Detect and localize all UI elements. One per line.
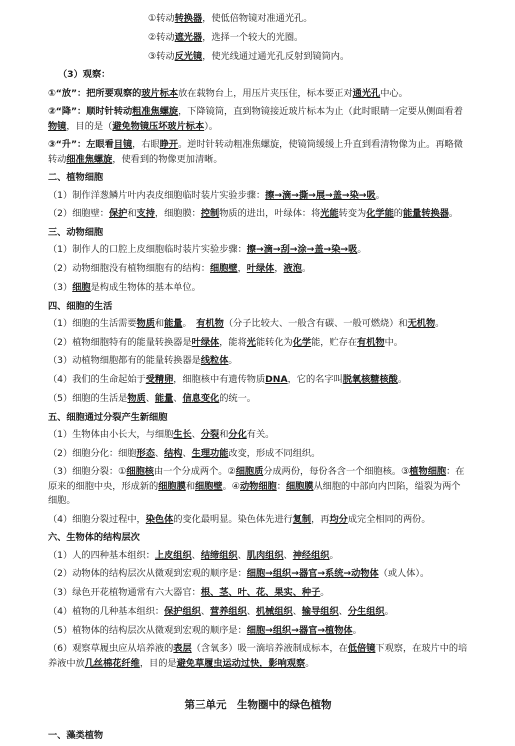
cell-life-line-1: （1）细胞的生活需要物质和能量。 有机物（分子比较大、一般含有碳、一般可燃烧）和无机物。 (48, 317, 445, 329)
observe-title: （3）观察： (58, 69, 111, 81)
cell-life-line-5: （5）细胞的生活是物质、能量、信息变化的统一。 (48, 392, 256, 404)
section-title-animal-cell: 三、动物细胞 (48, 227, 104, 238)
cell-division-line-1: （1）生物体由小长大，与细胞生长、分裂和分化有关。 (48, 428, 275, 440)
step-1: ①转动转换器，使低倍物镜对准通光孔。 (148, 13, 313, 24)
animal-cell-line-1: （1）制作人的口腔上皮细胞临时装片实验步骤：擦→滴→刮→涂→盖→染→吸。 (48, 244, 367, 256)
section-title-cell-division: 五、细胞通过分裂产生新细胞 (48, 411, 168, 423)
cell-division-line-2: （2）细胞分化：细胞形态、结构、生理功能改变，形成不同组织。 (48, 447, 321, 459)
cell-division-line-4: （4）细胞分裂过程中，染色体的变化最明显。染色体先进行复制，再均分成完全相同的两份。 (48, 513, 431, 525)
structure-line-6: （6）观察草履虫应从培养液的表层（含氧多）吸一滴培养液制成标本，在低倍镜下观察，在玻片中的培养液中放几丝棉花纤维，目的是避免草履虫运动过快，影响观察。 (48, 643, 468, 669)
observe-line-3: ③“升”：左眼看目镜，右眼睁开。逆时针转动粗准焦螺旋，使镜筒缓缓上升直到看清物像为止。再略微转动细准焦螺旋，使看到的物像更加清晰。 (48, 139, 463, 165)
cell-life-line-3: （3）动植物细胞都有的能量转换器是线粒体。 (48, 355, 238, 367)
cell-division-line-3: （3）细胞分裂：①细胞核由一个分成两个。②细胞质分成两份，每份各含一个细胞核。③植物细胞：在原来的细胞中央，形成新的细胞膜和细胞壁。④动物细胞：细胞膜从细胞的中部向内凹陷，缢裂为两个细胞。 (48, 466, 465, 506)
cell-life-line-4: （4）我们的生命起始于受精卵，细胞核中有遗传物质DNA，它的名字叫脱氧核糖核酸。 (48, 374, 408, 385)
plant-cell-line-2: （2）细胞壁：保护和支持，细胞膜：控制物质的进出，叶绿体：将光能转变为化学能的能量转换器。 (48, 208, 459, 220)
section-title-plant-cell: 二、植物细胞 (48, 172, 104, 184)
document-page (48, 12, 468, 746)
observe-line-1: ①“放”：把所要观察的玻片标本放在载物台上，用压片夹压住，标本要正对通光孔中心。 (48, 87, 408, 99)
structure-line-2: （2）动物体的结构层次从微观到宏观的顺序是：细胞→组织→器官→系统→动物体（或人体）。 (48, 568, 430, 580)
cell-life-line-2: （2）植物细胞特有的能量转换器是叶绿体，能将光能转化为化学能，贮存在有机物中。 (48, 336, 403, 348)
step-2: ②转动遮光器，选择一个较大的光圈。 (148, 31, 304, 43)
plant-cell-line-1: （1）制作洋葱鳞片叶内表皮细胞临时装片实验步骤：擦→滴→撕→展→盖→染→吸。 (48, 189, 385, 201)
step-3: ③转动反光镜，使光线通过通光孔反射到镜筒内。 (148, 50, 350, 62)
structure-line-3: （3）绿色开花植物通常有六大器官：根、茎、叶、花、果实、种子。 (48, 587, 330, 598)
observe-line-2: ②“降”：顺时针转动粗准焦螺旋，下降镜筒，直到物镜接近玻片标本为止（此时眼睛一定要从侧面看着物镜，目的是（避免物镜压坏玻片标本）。 (48, 106, 463, 132)
section-title-algae: 一、藻类植物 (48, 730, 104, 742)
structure-line-4: （4）植物的几种基本组织：保护组织、营养组织、机械组织、输导组织、分生组织。 (48, 605, 394, 617)
structure-line-1: （1）人的四种基本组织：上皮组织、结缔组织、肌肉组织、神经组织。 (48, 549, 339, 561)
animal-cell-line-3: （3）细胞是构成生物体的基本单位。 (48, 281, 201, 293)
animal-cell-line-2: （2）动物细胞没有植物细胞有的结构：细胞壁，叶绿体，液泡。 (48, 263, 312, 274)
section-title-structure-levels: 六、生物体的结构层次 (48, 532, 140, 544)
unit-title: 第三单元 生物圈中的绿色植物 (184, 698, 332, 711)
structure-line-5: （5）植物体的结构层次从微观到宏观的顺序是：细胞→组织→器官→植物体。 (48, 624, 362, 636)
section-title-cell-life: 四、细胞的生活 (48, 300, 113, 312)
